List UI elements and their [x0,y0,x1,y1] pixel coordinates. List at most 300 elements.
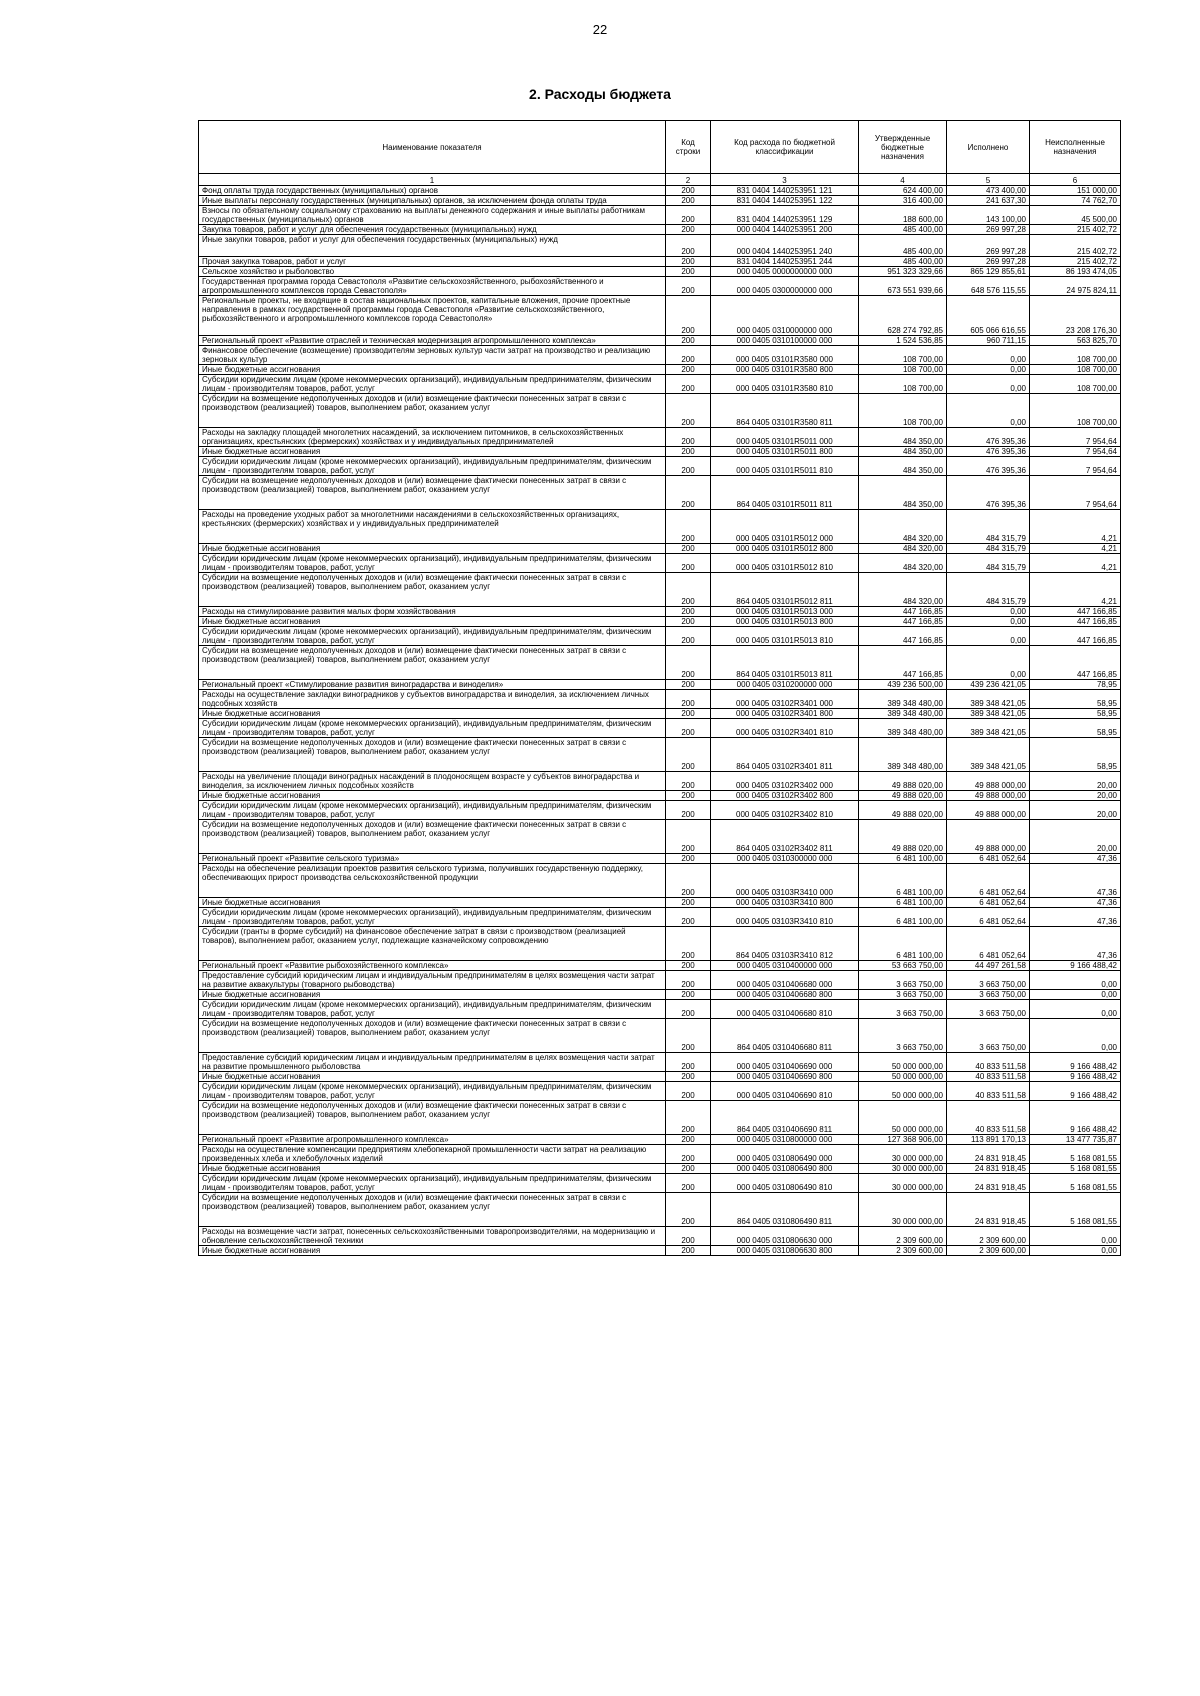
row-line-code: 200 [666,375,711,394]
row-budget-code: 000 0405 0310806490 810 [711,1174,859,1193]
table-row [199,772,1121,791]
row-approved: 6 481 100,00 [859,927,947,961]
row-budget-code: 864 0405 03101R3580 811 [711,394,859,428]
row-budget-code: 864 0405 03101R5012 811 [711,573,859,607]
row-approved: 316 400,00 [859,196,947,206]
row-approved: 49 888 020,00 [859,791,947,801]
row-budget-code: 864 0405 03101R5011 811 [711,476,859,510]
table-row [199,447,1121,457]
row-approved: 447 166,85 [859,627,947,646]
row-unexecuted: 4,21 [1030,510,1121,544]
row-approved: 485 400,00 [859,257,947,267]
document-title: 2. Расходы бюджета [529,86,671,102]
row-unexecuted: 215 402,72 [1030,257,1121,267]
row-line-code: 200 [666,457,711,476]
row-approved: 484 350,00 [859,428,947,447]
row-approved: 484 320,00 [859,510,947,544]
row-budget-code: 831 0404 1440253951 121 [711,186,859,196]
row-line-code: 200 [666,1246,711,1256]
row-budget-code: 000 0405 03101R5012 800 [711,544,859,554]
row-executed: 473 400,00 [947,186,1030,196]
row-unexecuted: 47,36 [1030,908,1121,927]
row-executed: 2 309 600,00 [947,1227,1030,1246]
row-executed: 389 348 421,05 [947,738,1030,772]
row-executed: 0,00 [947,627,1030,646]
row-approved: 3 663 750,00 [859,971,947,990]
row-unexecuted: 447 166,85 [1030,627,1121,646]
row-name: Субсидии юридическим лицам (кроме некоммерческих организаций), индивидуальным предпринимателям, физическим лицам - производителям товаров, работ, услуг [199,908,666,927]
budget-expenses-table [198,120,1121,1256]
row-approved: 49 888 020,00 [859,772,947,791]
row-executed: 484 315,79 [947,510,1030,544]
row-executed: 0,00 [947,375,1030,394]
table-row [199,1135,1121,1145]
row-line-code: 200 [666,1227,711,1246]
row-budget-code: 864 0405 0310406680 811 [711,1019,859,1053]
row-executed: 6 481 052,64 [947,908,1030,927]
row-approved: 50 000 000,00 [859,1053,947,1072]
row-name: Расходы на обеспечение реализации проектов развития сельского туризма, получивших государственную поддержку, обеспечивающих прирост производства сельскохозяйственной продукции [199,864,666,898]
row-approved: 108 700,00 [859,365,947,375]
row-executed: 49 888 000,00 [947,820,1030,854]
row-unexecuted: 0,00 [1030,971,1121,990]
row-unexecuted: 58,95 [1030,709,1121,719]
row-unexecuted: 0,00 [1030,1246,1121,1256]
table-row [199,719,1121,738]
row-executed: 0,00 [947,607,1030,617]
row-approved: 108 700,00 [859,394,947,428]
table-row [199,617,1121,627]
row-line-code: 200 [666,680,711,690]
table-row [199,1164,1121,1174]
row-budget-code: 000 0405 0310406690 800 [711,1072,859,1082]
row-executed: 143 100,00 [947,206,1030,225]
row-unexecuted: 74 762,70 [1030,196,1121,206]
row-executed: 0,00 [947,646,1030,680]
row-name: Иные бюджетные ассигнования [199,544,666,554]
table-row [199,235,1121,257]
row-unexecuted: 47,36 [1030,898,1121,908]
row-budget-code: 000 0405 03101R3580 800 [711,365,859,375]
row-name: Субсидии (гранты в форме субсидий) на финансовое обеспечение затрат в связи с производством (реализацией товаров), выполнением работ, оказанием услуг, подлежащие казначейскому сопровождению [199,927,666,961]
table-row [199,1053,1121,1072]
table-row [199,1101,1121,1135]
row-unexecuted: 0,00 [1030,1019,1121,1053]
table-row [199,738,1121,772]
row-unexecuted: 7 954,64 [1030,428,1121,447]
row-line-code: 200 [666,627,711,646]
row-name: Субсидии на возмещение недополученных доходов и (или) возмещение фактически понесенных затрат в связи с производством (реализацией) товаров, выполнением работ, оказанием услуг [199,573,666,607]
row-line-code: 200 [666,1164,711,1174]
row-executed: 24 831 918,45 [947,1174,1030,1193]
row-name: Субсидии на возмещение недополученных доходов и (или) возмещение фактически понесенных затрат в связи с производством (реализацией) товаров, выполнением работ, оказанием услуг [199,476,666,510]
column-number: 4 [859,174,947,186]
column-number: 3 [711,174,859,186]
row-unexecuted: 0,00 [1030,990,1121,1000]
row-unexecuted: 563 825,70 [1030,336,1121,346]
row-line-code: 200 [666,544,711,554]
row-line-code: 200 [666,646,711,680]
row-executed: 865 129 855,61 [947,267,1030,277]
row-line-code: 200 [666,898,711,908]
row-executed: 389 348 421,05 [947,690,1030,709]
table-row [199,365,1121,375]
column-number-row [199,174,1121,186]
row-approved: 188 600,00 [859,206,947,225]
table-row [199,510,1121,544]
row-name: Субсидии юридическим лицам (кроме некоммерческих организаций), индивидуальным предпринимателям, физическим лицам - производителям товаров, работ, услуг [199,1082,666,1101]
row-approved: 3 663 750,00 [859,1000,947,1019]
row-unexecuted: 108 700,00 [1030,375,1121,394]
row-budget-code: 831 0404 1440253951 244 [711,257,859,267]
row-executed: 49 888 000,00 [947,791,1030,801]
row-name: Региональный проект «Развитие отраслей и техническая модернизация агропромышленного комплекса» [199,336,666,346]
row-executed: 44 497 261,58 [947,961,1030,971]
row-executed: 6 481 052,64 [947,854,1030,864]
row-line-code: 200 [666,1135,711,1145]
row-executed: 3 663 750,00 [947,990,1030,1000]
row-executed: 6 481 052,64 [947,898,1030,908]
row-line-code: 200 [666,573,711,607]
row-line-code: 200 [666,738,711,772]
row-name: Субсидии юридическим лицам (кроме некоммерческих организаций), индивидуальным предпринимателям, физическим лицам - производителям товаров, работ, услуг [199,1174,666,1193]
row-name: Расходы на увеличение площади виноградных насаждений в плодоносящем возрасте у субъектов виноградарства и виноделия, за исключением личных подсобных хозяйств [199,772,666,791]
row-line-code: 200 [666,1053,711,1072]
row-executed: 6 481 052,64 [947,927,1030,961]
row-name: Субсидии юридическим лицам (кроме некоммерческих организаций), индивидуальным предпринимателям, физическим лицам - производителям товаров, работ, услуг [199,801,666,820]
table-header-row [199,121,1121,174]
row-line-code: 200 [666,235,711,257]
row-line-code: 200 [666,801,711,820]
header-budget-code: Код расхода по бюджетной классификации [711,121,859,174]
row-unexecuted: 9 166 488,42 [1030,961,1121,971]
row-budget-code: 000 0404 1440253951 200 [711,225,859,235]
row-executed: 0,00 [947,394,1030,428]
row-unexecuted: 58,95 [1030,738,1121,772]
row-line-code: 200 [666,1101,711,1135]
row-line-code: 200 [666,257,711,267]
row-executed: 476 395,36 [947,447,1030,457]
row-line-code: 200 [666,1019,711,1053]
row-unexecuted: 47,36 [1030,864,1121,898]
page-number: 22 [592,22,608,37]
row-line-code: 200 [666,447,711,457]
row-line-code: 200 [666,690,711,709]
row-approved: 485 400,00 [859,225,947,235]
row-name: Предоставление субсидий юридическим лицам и индивидуальным предпринимателям в целях возмещения части затрат на развитие промышленного рыболовства [199,1053,666,1072]
row-budget-code: 864 0405 03102R3402 811 [711,820,859,854]
table-row [199,1000,1121,1019]
row-executed: 49 888 000,00 [947,772,1030,791]
row-executed: 24 831 918,45 [947,1145,1030,1164]
row-budget-code: 000 0405 0310800000 000 [711,1135,859,1145]
row-approved: 108 700,00 [859,346,947,365]
row-name: Расходы на закладку площадей многолетних насаждений, за исключением питомников, в сельскохозяйственных организациях, крестьянских (фермерских) хозяйствах и у индивидуальных предпринимателей [199,428,666,447]
row-name: Региональный проект «Развитие рыбохозяйственного комплекса» [199,961,666,971]
row-approved: 1 524 536,85 [859,336,947,346]
row-unexecuted: 20,00 [1030,801,1121,820]
row-name: Фонд оплаты труда государственных (муниципальных) органов [199,186,666,196]
column-number: 6 [1030,174,1121,186]
row-budget-code: 864 0405 03103R3410 812 [711,927,859,961]
row-approved: 2 309 600,00 [859,1246,947,1256]
table-row [199,791,1121,801]
row-executed: 40 833 511,58 [947,1053,1030,1072]
row-unexecuted: 5 168 081,55 [1030,1193,1121,1227]
row-name: Субсидии на возмещение недополученных доходов и (или) возмещение фактически понесенных затрат в связи с производством (реализацией) товаров, выполнением работ, оказанием услуг [199,1101,666,1135]
table-row [199,820,1121,854]
row-budget-code: 000 0405 0310806630 800 [711,1246,859,1256]
row-line-code: 200 [666,1000,711,1019]
table-row [199,277,1121,296]
row-name: Расходы на проведение уходных работ за многолетними насаждениями в сельскохозяйственных организациях, крестьянских (фермерских) хозяйствах и у индивидуальных предпринимателей [199,510,666,544]
row-approved: 6 481 100,00 [859,908,947,927]
row-executed: 269 997,28 [947,225,1030,235]
row-line-code: 200 [666,186,711,196]
row-line-code: 200 [666,1193,711,1227]
row-name: Субсидии юридическим лицам (кроме некоммерческих организаций), индивидуальным предпринимателям, физическим лицам - производителям товаров, работ, услуг [199,1000,666,1019]
row-approved: 3 663 750,00 [859,1019,947,1053]
table-row [199,267,1121,277]
row-name: Иные бюджетные ассигнования [199,1164,666,1174]
row-executed: 476 395,36 [947,476,1030,510]
row-unexecuted: 9 166 488,42 [1030,1072,1121,1082]
row-unexecuted: 151 000,00 [1030,186,1121,196]
row-line-code: 200 [666,961,711,971]
row-unexecuted: 4,21 [1030,554,1121,573]
row-name: Иные бюджетные ассигнования [199,617,666,627]
row-name: Субсидии на возмещение недополученных доходов и (или) возмещение фактически понесенных затрат в связи с производством (реализацией) товаров, выполнением работ, оказанием услуг [199,820,666,854]
row-budget-code: 000 0405 0310806490 800 [711,1164,859,1174]
row-name: Иные бюджетные ассигнования [199,1072,666,1082]
row-unexecuted: 47,36 [1030,927,1121,961]
row-line-code: 200 [666,617,711,627]
table-row [199,394,1121,428]
table-row [199,428,1121,447]
row-executed: 49 888 000,00 [947,801,1030,820]
row-executed: 3 663 750,00 [947,1000,1030,1019]
row-unexecuted: 9 166 488,42 [1030,1082,1121,1101]
row-line-code: 200 [666,854,711,864]
table-row [199,1145,1121,1164]
row-line-code: 200 [666,476,711,510]
row-approved: 3 663 750,00 [859,990,947,1000]
row-budget-code: 000 0404 1440253951 240 [711,235,859,257]
row-approved: 673 551 939,66 [859,277,947,296]
row-executed: 24 831 918,45 [947,1193,1030,1227]
table-row [199,1019,1121,1053]
row-executed: 0,00 [947,617,1030,627]
row-approved: 951 323 329,66 [859,267,947,277]
row-budget-code: 000 0405 0310806490 000 [711,1145,859,1164]
row-approved: 6 481 100,00 [859,898,947,908]
row-approved: 50 000 000,00 [859,1072,947,1082]
row-approved: 624 400,00 [859,186,947,196]
row-budget-code: 000 0405 03102R3401 000 [711,690,859,709]
table-row [199,375,1121,394]
header-unexecuted: Неисполненные назначения [1030,121,1121,174]
row-budget-code: 831 0404 1440253951 129 [711,206,859,225]
row-budget-code: 000 0405 0300000000 000 [711,277,859,296]
table-row [199,801,1121,820]
table-row [199,196,1121,206]
row-line-code: 200 [666,206,711,225]
row-unexecuted: 215 402,72 [1030,235,1121,257]
row-unexecuted: 108 700,00 [1030,346,1121,365]
row-name: Расходы на осуществление закладки виноградников у субъектов виноградарства и виноделия, за исключением личных подсобных хозяйств [199,690,666,709]
row-budget-code: 000 0405 03103R3410 810 [711,908,859,927]
row-name: Иные бюджетные ассигнования [199,898,666,908]
row-line-code: 200 [666,990,711,1000]
table-row [199,971,1121,990]
row-unexecuted: 9 166 488,42 [1030,1053,1121,1072]
row-unexecuted: 86 193 474,05 [1030,267,1121,277]
row-name: Региональный проект «Стимулирование развития виноградарства и виноделия» [199,680,666,690]
row-budget-code: 000 0405 0310406680 800 [711,990,859,1000]
row-name: Расходы на стимулирование развития малых форм хозяйствования [199,607,666,617]
row-budget-code: 000 0405 03101R3580 810 [711,375,859,394]
table-row [199,544,1121,554]
row-executed: 605 066 616,55 [947,296,1030,336]
row-approved: 484 350,00 [859,447,947,457]
row-budget-code: 000 0405 03101R5011 810 [711,457,859,476]
row-executed: 0,00 [947,365,1030,375]
row-name: Региональный проект «Развитие сельского туризма» [199,854,666,864]
row-line-code: 200 [666,554,711,573]
row-line-code: 200 [666,1145,711,1164]
row-line-code: 200 [666,1082,711,1101]
row-approved: 389 348 480,00 [859,719,947,738]
table-row [199,476,1121,510]
row-name: Финансовое обеспечение (возмещение) производителям зерновых культур части затрат на производство и реализацию зерновых культур [199,346,666,365]
table-row [199,1246,1121,1256]
row-executed: 40 833 511,58 [947,1072,1030,1082]
row-budget-code: 000 0405 03101R5013 800 [711,617,859,627]
row-budget-code: 000 0405 03102R3402 000 [711,772,859,791]
row-name: Предоставление субсидий юридическим лицам и индивидуальным предпринимателям в целях возмещения части затрат на развитие аквакультуры (товарного рыбоводства) [199,971,666,990]
table-row [199,1193,1121,1227]
row-budget-code: 000 0405 03101R5011 800 [711,447,859,457]
row-approved: 6 481 100,00 [859,864,947,898]
header-approved: Утвержденные бюджетные назначения [859,121,947,174]
table-row [199,1082,1121,1101]
row-approved: 30 000 000,00 [859,1174,947,1193]
row-line-code: 200 [666,336,711,346]
row-approved: 484 350,00 [859,476,947,510]
row-approved: 6 481 100,00 [859,854,947,864]
table-row [199,457,1121,476]
row-name: Субсидии юридическим лицам (кроме некоммерческих организаций), индивидуальным предпринимателям, физическим лицам - производителям товаров, работ, услуг [199,554,666,573]
table-row [199,206,1121,225]
header-executed: Исполнено [947,121,1030,174]
row-unexecuted: 45 500,00 [1030,206,1121,225]
row-executed: 0,00 [947,346,1030,365]
row-unexecuted: 108 700,00 [1030,365,1121,375]
row-name: Субсидии на возмещение недополученных доходов и (или) возмещение фактически понесенных затрат в связи с производством (реализацией) товаров, выполнением работ, оказанием услуг [199,738,666,772]
row-name: Расходы на возмещение части затрат, понесенных сельскохозяйственными товаропроизводителями, на модернизацию и обновление сельскохозяйственной техники [199,1227,666,1246]
table-row [199,961,1121,971]
row-approved: 2 309 600,00 [859,1227,947,1246]
row-line-code: 200 [666,277,711,296]
row-approved: 30 000 000,00 [859,1164,947,1174]
column-number: 5 [947,174,1030,186]
row-unexecuted: 9 166 488,42 [1030,1101,1121,1135]
row-approved: 50 000 000,00 [859,1082,947,1101]
table-row [199,1227,1121,1246]
header-line-code: Код строки [666,121,711,174]
row-unexecuted: 4,21 [1030,544,1121,554]
table-row [199,990,1121,1000]
header-name: Наименование показателя [199,121,666,174]
row-budget-code: 000 0405 03102R3401 810 [711,719,859,738]
row-unexecuted: 23 208 176,30 [1030,296,1121,336]
column-number: 2 [666,174,711,186]
row-budget-code: 000 0405 0310100000 000 [711,336,859,346]
row-line-code: 200 [666,791,711,801]
row-approved: 447 166,85 [859,646,947,680]
row-name: Субсидии на возмещение недополученных доходов и (или) возмещение фактически понесенных затрат в связи с производством (реализацией) товаров, выполнением работ, оказанием услуг [199,394,666,428]
row-unexecuted: 24 975 824,11 [1030,277,1121,296]
row-budget-code: 000 0405 0310406690 000 [711,1053,859,1072]
row-budget-code: 000 0405 03101R5013 810 [711,627,859,646]
table-row [199,1072,1121,1082]
row-budget-code: 864 0405 0310806490 811 [711,1193,859,1227]
row-unexecuted: 7 954,64 [1030,457,1121,476]
row-budget-code: 000 0405 0000000000 000 [711,267,859,277]
table-row [199,554,1121,573]
row-line-code: 200 [666,908,711,927]
row-line-code: 200 [666,820,711,854]
row-approved: 389 348 480,00 [859,709,947,719]
row-name: Субсидии юридическим лицам (кроме некоммерческих организаций), индивидуальным предпринимателям, физическим лицам - производителям товаров, работ, услуг [199,627,666,646]
row-executed: 6 481 052,64 [947,864,1030,898]
row-executed: 269 997,28 [947,257,1030,267]
row-budget-code: 000 0405 03103R3410 000 [711,864,859,898]
row-unexecuted: 20,00 [1030,772,1121,791]
row-name: Сельское хозяйство и рыболовство [199,267,666,277]
row-approved: 389 348 480,00 [859,690,947,709]
row-budget-code: 831 0404 1440253951 122 [711,196,859,206]
row-name: Иные бюджетные ассигнования [199,709,666,719]
row-line-code: 200 [666,719,711,738]
row-unexecuted: 108 700,00 [1030,394,1121,428]
row-line-code: 200 [666,607,711,617]
row-approved: 127 368 906,00 [859,1135,947,1145]
row-budget-code: 000 0405 0310406690 810 [711,1082,859,1101]
table-row [199,1174,1121,1193]
row-approved: 389 348 480,00 [859,738,947,772]
table-body [199,186,1121,1256]
column-number: 1 [199,174,666,186]
row-approved: 484 350,00 [859,457,947,476]
row-line-code: 200 [666,709,711,719]
row-line-code: 200 [666,296,711,336]
row-line-code: 200 [666,971,711,990]
row-unexecuted: 0,00 [1030,1227,1121,1246]
row-budget-code: 864 0405 03101R5013 811 [711,646,859,680]
table-row [199,346,1121,365]
row-unexecuted: 447 166,85 [1030,646,1121,680]
row-name: Взносы по обязательному социальному страхованию на выплаты денежного содержания и иные выплаты работникам государственных (муниципальных) органов [199,206,666,225]
row-budget-code: 000 0405 03101R5011 000 [711,428,859,447]
row-name: Государственная программа города Севастополя «Развитие сельскохозяйственного, рыбохозяйственного и агропромышленного комплексов города Севастополя» [199,277,666,296]
row-name: Иные выплаты персоналу государственных (муниципальных) органов, за исключением фонда оплаты труда [199,196,666,206]
row-name: Расходы на осуществление компенсации предприятиям хлебопекарной промышленности части затрат на реализацию произведенных хлеба и хлебобулочных изделий [199,1145,666,1164]
row-name: Иные бюджетные ассигнования [199,365,666,375]
table-row [199,690,1121,709]
row-executed: 389 348 421,05 [947,719,1030,738]
row-name: Региональный проект «Развитие агропромышленного комплекса» [199,1135,666,1145]
